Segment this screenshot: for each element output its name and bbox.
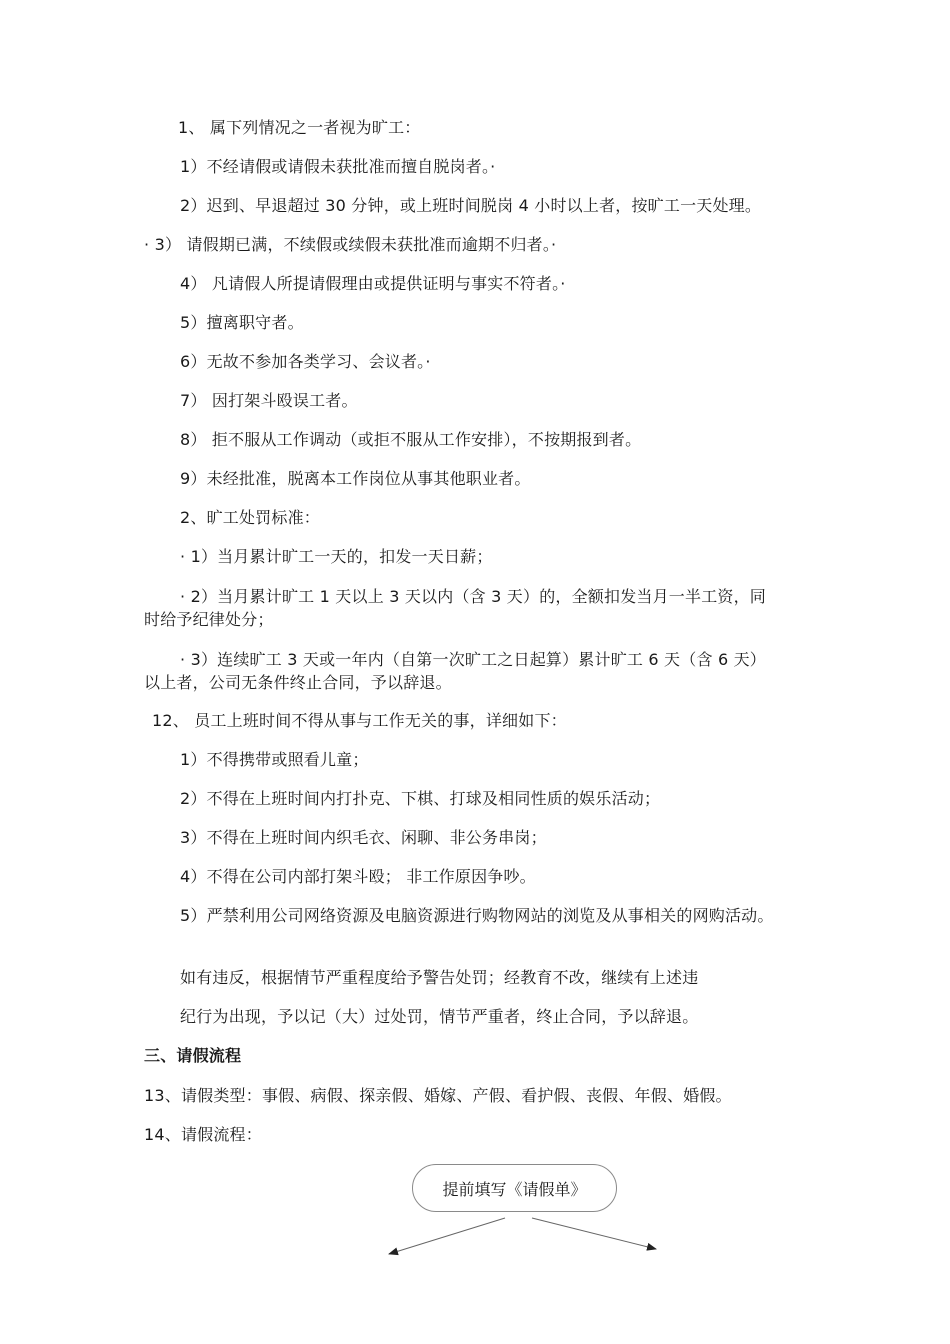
penalty-item: · 3）连续旷工 3 天或一年内（自第一次旷工之日起算）累计旷工 6 天（含 6 天） [180,650,767,669]
absenteeism-item: 8） 拒不服从工作调动（或拒不服从工作安排），不按期报到者。 [180,430,642,449]
section-title: 三、请假流程 [144,1046,242,1065]
absenteeism-item: · 3） 请假期已满，不续假或续假未获批准而逾期不归者。· [144,235,557,254]
absenteeism-item: 5）擅离职守者。 [180,313,304,332]
absenteeism-item: 6）无故不参加各类学习、会议者。· [180,352,431,371]
leave-process-heading: 14、请假流程： [144,1125,262,1144]
flow-arrow-right [532,1218,656,1249]
work-rule-item: 1）不得携带或照看儿童； [180,750,369,769]
work-rule-item: 5）严禁利用公司网络资源及电脑资源进行购物网站的浏览及从事相关的网购活动。 [180,906,774,925]
penalty-item: · 2）当月累计旷工 1 天以上 3 天以内（含 3 天）的，全额扣发当月一半工资，同 [180,587,767,606]
leave-types: 13、请假类型：事假、病假、探亲假、婚嫁、产假、看护假、丧假、年假、婚假。 [144,1086,732,1105]
penalty-item: · 1）当月累计旷工一天的，扣发一天日薪； [180,547,493,566]
violation-text: 如有违反，根据情节严重程度给予警告处罚；经教育不改，继续有上述违 [180,968,699,987]
work-rule-item: 4）不得在公司内部打架斗殴； 非工作原因争吵。 [180,867,536,886]
work-rules-heading: 12、 员工上班时间不得从事与工作无关的事，详细如下： [152,711,567,730]
penalty-heading: 2、旷工处罚标准： [180,508,320,527]
absenteeism-item: 2）迟到、早退超过 30 分钟，或上班时间脱岗 4 小时以上者，按旷工一天处理。 [180,196,762,215]
work-rule-item: 2）不得在上班时间内打扑克、下棋、打球及相同性质的娱乐活动； [180,789,661,808]
work-rule-item: 3）不得在上班时间内织毛衣、闲聊、非公务串岗； [180,828,547,847]
violation-text: 纪行为出现，予以记（大）过处罚，情节严重者，终止合同，予以辞退。 [180,1007,699,1026]
absenteeism-heading: 1、 属下列情况之一者视为旷工： [178,118,421,137]
penalty-item-continuation: 时给予纪律处分； [144,610,274,629]
absenteeism-item: 4） 凡请假人所提请假理由或提供证明与事实不符者。· [180,274,566,293]
absenteeism-item: 9）未经批准，脱离本工作岗位从事其他职业者。 [180,469,531,488]
absenteeism-item: 1）不经请假或请假未获批准而擅自脱岗者。· [180,157,496,176]
flow-start-label: 提前填写《请假单》 [442,1179,587,1199]
penalty-item-continuation: 以上者，公司无条件终止合同，予以辞退。 [144,673,452,692]
flow-arrow-left [389,1218,505,1254]
absenteeism-item: 7） 因打架斗殴误工者。 [180,391,358,410]
